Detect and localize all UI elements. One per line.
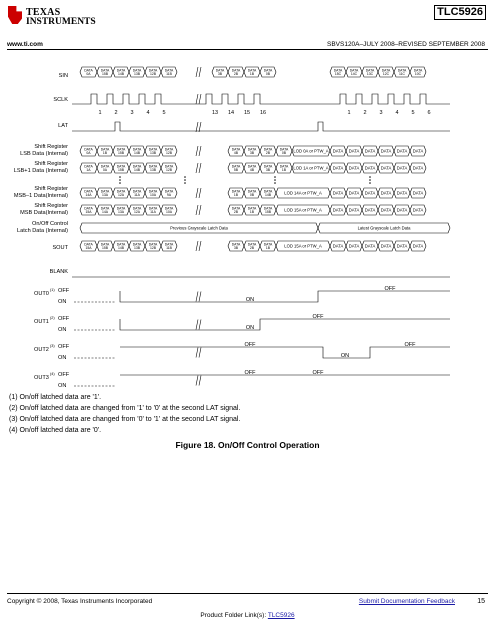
out2-seg-off2: OFF: [404, 342, 416, 348]
out1-break: [196, 320, 201, 330]
row-lsb-cell-1-label-a: DATA: [100, 147, 110, 152]
ellipsis-dot-2-1: [275, 180, 276, 181]
label-out2-on: ON: [58, 355, 67, 361]
row-msbm1-cell-0-label-b: 14A: [85, 193, 92, 198]
row-lsbp1-tail-2-label-a: DATA: [263, 164, 273, 169]
sclk-number-11: 3: [379, 110, 383, 116]
note-4: (4) On/off latched data are '0'.: [9, 427, 102, 434]
sclk-number-10: 2: [363, 110, 367, 116]
row-msb-next-0-label: DATA: [332, 207, 344, 213]
row-msbm1-break: [196, 188, 201, 198]
sout-break: [196, 241, 201, 251]
row-msb-next-2-label: DATA: [364, 207, 376, 213]
onoff-prev-label: Previous Grayscale Latch Data: [170, 225, 228, 231]
sin-cell-8-label-b: 1B: [249, 72, 255, 77]
row-lsbp1-cell-4-label-a: DATA: [148, 164, 158, 169]
ellipsis-dot-2-0: [275, 177, 276, 178]
label-out2-note: (3): [50, 344, 55, 348]
sin-cell-15-label-a: DATA: [413, 68, 423, 73]
row-lsb-tail-2-label-a: DATA: [263, 147, 273, 152]
row-lsb-cell-5-label-a: DATA: [164, 147, 174, 152]
label-sr-msbm1-2: MSB–1 Data(Internal): [13, 193, 68, 199]
row-msbm1-tail-0-label-b: 1B: [233, 193, 239, 198]
sclk-number-3: 4: [146, 110, 150, 116]
ellipsis-dot-3-0: [370, 177, 371, 178]
sin-cell-3-label-b: 13B: [133, 72, 141, 77]
label-out1-off: OFF: [58, 316, 70, 322]
row-lsb-next-5-label: DATA: [412, 148, 424, 154]
row-lsbp1-next-0-label: DATA: [332, 165, 344, 171]
ellipsis-dot-1-2: [185, 183, 186, 184]
row-lsbp1-break: [196, 163, 201, 173]
product-folder-prefix: Product Folder Link(s):: [200, 612, 268, 619]
ellipsis-dot-3-1: [370, 180, 371, 181]
sin-cell-5-label-a: DATA: [164, 68, 174, 73]
row-msbm1-next-5-label: DATA: [412, 190, 424, 196]
row-msbm1-cell-0-label-a: DATA: [84, 189, 93, 194]
row-msb-cell-2-label-b: 13A: [117, 210, 125, 215]
row-lsbp1-next-5-label: DATA: [412, 165, 424, 171]
row-msbm1-cell-5-label-b: 9A: [166, 193, 172, 198]
copyright: Copyright © 2008, Texas Instruments Incorporated: [7, 598, 153, 605]
out2-wave: [120, 347, 450, 358]
note-3: (3) On/off latched data are changed from '0' to '1' at the second LAT signal.: [9, 416, 241, 423]
row-msbm1-tail-0-label-a: DATA: [231, 189, 241, 194]
label-out2: OUT2: [34, 347, 49, 353]
row-lsb-cell-0-label-b: 0A: [86, 151, 91, 156]
sclk-number-2: 3: [130, 110, 134, 116]
sout-cell-0-label-b: 15A: [85, 246, 92, 251]
row-msbm1-cell-1-label-b: 13A: [101, 193, 109, 198]
row-msb-next-1-label: DATA: [348, 207, 360, 213]
sout-cell-4-label-b: 12B: [149, 246, 157, 251]
sclk-number-0: 1: [98, 110, 102, 116]
row-msbm1-cell-3-label-a: DATA: [132, 189, 142, 194]
logo-line2: INSTRUMENTS: [26, 17, 96, 27]
label-onoff-2: Latch Data (Internal): [17, 228, 68, 234]
sclk-number-6: 14: [227, 110, 235, 116]
out2-seg-off1: OFF: [244, 342, 256, 348]
row-lsbp1-cell-0-label-a: DATA: [84, 164, 93, 169]
row-msb-cell-4-label-a: DATA: [148, 206, 158, 211]
label-sr-lsb-1: Shift Register: [34, 144, 68, 150]
out0-break: [196, 292, 201, 302]
document-id: SBVS120A–JULY 2008–REVISED SEPTEMBER 2008: [326, 41, 485, 48]
row-msb-ld-label: LOD 15A or PTW_A: [284, 207, 322, 213]
label-sr-msb-2: MSB Data(Internal): [20, 210, 68, 216]
label-sr-msb-1: Shift Register: [34, 203, 68, 209]
row-msb-cell-1-label-b: 14A: [101, 210, 109, 215]
sin-cell-14-label-b: 11C: [399, 72, 405, 77]
row-msbm1-ld-label: LOD 14A or PTW_A: [284, 190, 322, 196]
row-msb-cell-0-label-a: DATA: [84, 206, 93, 211]
label-out0-note: (1): [50, 288, 55, 292]
ellipsis-dot-1-1: [185, 180, 186, 181]
row-msbm1-next-3-label: DATA: [380, 190, 392, 196]
row-msb-next-5-label: DATA: [412, 207, 424, 213]
label-sr-msbm1-1: Shift Register: [34, 186, 68, 192]
product-folder-links: [0, 612, 495, 619]
sin-cell-11-label-b: 14C: [350, 72, 358, 77]
row-msbm1-tail-1-label-b: 0B: [249, 193, 255, 198]
row-lsb-cell-3-label-b: 14B: [133, 151, 141, 156]
sout-cell-5-label-b: 11B: [166, 246, 172, 251]
sout-cell-3-label-b: 13B: [133, 246, 141, 251]
row-msbm1-cell-5-label-a: DATA: [164, 189, 174, 194]
onoff-latest-label: Latest Grayscale Latch Data: [357, 225, 411, 231]
sout-next-3-label: DATA: [380, 243, 392, 249]
row-lsb-tail-3-label-a: DATA: [279, 147, 289, 152]
label-out2-off: OFF: [58, 344, 70, 350]
out2-break: [196, 348, 201, 358]
note-1: (1) On/off latched data are '1'.: [9, 394, 102, 401]
note-2: (2) On/off latched data are changed from '1' to '0' at the second LAT signal.: [9, 405, 241, 412]
out3-seg-off1: OFF: [244, 370, 256, 376]
timing-diagram: [0, 58, 495, 388]
row-lsb-ld-label: LOD 0A or PTW_A: [293, 148, 329, 154]
sin-cell-1-label-b: 15B: [101, 72, 109, 77]
sclk-wave: [72, 94, 450, 104]
row-lsbp1-cell-3-label-a: DATA: [132, 164, 142, 169]
sin-cell-12-label-b: 13C: [366, 72, 374, 77]
row-msb-tail-0-label-a: DATA: [231, 206, 241, 211]
label-out0-off: OFF: [58, 288, 70, 294]
row-lsb-cell-4-label-a: DATA: [148, 147, 158, 152]
sclk-number-13: 5: [411, 110, 415, 116]
row-msb-next-3-label: DATA: [380, 207, 392, 213]
sclk-number-9: 1: [347, 110, 351, 116]
row-lsbp1-tail-3-label-b: 1B: [281, 168, 287, 173]
out3-break: [196, 376, 201, 386]
row-lsb-tail-2-label-b: 2B: [265, 151, 271, 156]
sin-cell-11-label-a: DATA: [349, 68, 359, 73]
ti-logo: [8, 6, 96, 40]
out1-seg-on: ON: [245, 325, 255, 331]
sin-cell-0-label-a: DATA: [84, 68, 93, 73]
feedback-link[interactable]: Submit Documentation Feedback: [358, 598, 455, 605]
sin-cell-2-label-a: DATA: [116, 68, 126, 73]
sin-cell-12-label-a: DATA: [365, 68, 375, 73]
ellipsis-dot-0-1: [120, 180, 121, 181]
row-lsb-tail-0-label-b: 4B: [233, 151, 239, 156]
sout-next-4-label: DATA: [396, 243, 408, 249]
sout-next-0-label: DATA: [332, 243, 344, 249]
row-lsb-break: [196, 146, 201, 156]
ellipsis-dot-0-0: [120, 177, 121, 178]
sclk-number-14: 6: [427, 110, 431, 116]
row-lsbp1-cell-5-label-a: DATA: [164, 164, 174, 169]
sout-cell-4-label-a: DATA: [148, 242, 158, 247]
sclk-number-4: 5: [162, 110, 166, 116]
label-out1-note: (2): [50, 316, 55, 320]
sin-cell-10-label-a: DATA: [333, 68, 343, 73]
row-msb-tail-0-label-b: 2B: [233, 210, 239, 215]
row-msb-cell-4-label-b: 11A: [150, 210, 156, 215]
label-sr-lsbp1-1: Shift Register: [34, 161, 68, 167]
out0-seg-on: ON: [245, 297, 255, 303]
row-lsbp1-next-2-label: DATA: [364, 165, 376, 171]
sout-tail-0-label-b: 3B: [233, 246, 239, 251]
out0-seg-off: OFF: [384, 286, 396, 292]
row-lsb-cell-4-label-b: 13B: [149, 151, 157, 156]
sout-cell-1-label-a: DATA: [100, 242, 110, 247]
out1-seg-off: OFF: [312, 314, 324, 320]
row-lsbp1-tail-0-label-b: 5B: [233, 168, 239, 173]
row-msb-cell-0-label-b: 15A: [85, 210, 92, 215]
sclk-number-8: 16: [259, 110, 267, 116]
sout-cell-0-label-a: DATA: [84, 242, 93, 247]
label-out3: OUT3: [34, 375, 49, 381]
sclk-number-12: 4: [395, 110, 399, 116]
row-lsb-next-0-label: DATA: [332, 148, 344, 154]
sin-cell-2-label-b: 14B: [117, 72, 125, 77]
ellipsis-dot-2-2: [275, 183, 276, 184]
footer-rule: [7, 593, 488, 594]
sin-cell-13-label-b: 12C: [382, 72, 390, 77]
label-sr-lsb-2: LSB Data (Internal): [20, 151, 68, 157]
sin-cell-3-label-a: DATA: [132, 68, 142, 73]
row-lsbp1-tail-3-label-a: DATA: [279, 164, 289, 169]
row-msb-tail-2-label-b: 15B: [264, 210, 272, 215]
row-msb-tail-1-label-b: 1B: [249, 210, 255, 215]
row-msbm1-cell-4-label-a: DATA: [148, 189, 158, 194]
label-out3-note: (4): [50, 372, 55, 376]
sin-break: [196, 67, 201, 77]
row-lsbp1-cell-5-label-b: 12B: [165, 168, 173, 173]
row-msbm1-next-0-label: DATA: [332, 190, 344, 196]
sout-next-1-label: DATA: [348, 243, 360, 249]
row-lsb-next-4-label: DATA: [396, 148, 408, 154]
sout-next-5-label: DATA: [412, 243, 424, 249]
row-lsbp1-next-4-label: DATA: [396, 165, 408, 171]
label-out3-off: OFF: [58, 372, 70, 378]
row-msb-next-4-label: DATA: [396, 207, 408, 213]
ellipsis-dot-3-2: [370, 183, 371, 184]
label-sr-lsbp1-2: LSB+1 Data (Internal): [13, 168, 68, 174]
sout-cell-2-label-a: DATA: [116, 242, 126, 247]
lat-wave: [72, 122, 450, 131]
row-msbm1-cell-2-label-b: 12A: [117, 193, 125, 198]
sin-cell-7-label-a: DATA: [231, 68, 241, 73]
sin-cell-6-label-a: DATA: [215, 68, 225, 73]
sin-cell-4-label-a: DATA: [148, 68, 158, 73]
notes-list: [9, 392, 240, 436]
row-msb-tail-1-label-a: DATA: [247, 206, 257, 211]
row-msbm1-cell-2-label-a: DATA: [116, 189, 126, 194]
sin-cell-4-label-b: 12B: [149, 72, 157, 77]
ti-logo-mark-icon: [8, 6, 22, 24]
logo-line1: TEXAS: [26, 7, 61, 18]
row-lsbp1-next-3-label: DATA: [380, 165, 392, 171]
row-lsb-cell-5-label-b: 12B: [165, 151, 173, 156]
row-msbm1-next-2-label: DATA: [364, 190, 376, 196]
sin-cell-9-label-a: DATA: [263, 68, 273, 73]
row-msbm1-tail-2-label-a: DATA: [263, 189, 273, 194]
sout-tail-2-label-b: 1B: [265, 246, 271, 251]
row-msbm1-cell-3-label-b: 11A: [134, 193, 140, 198]
label-out1-on: ON: [58, 327, 67, 333]
row-lsbp1-tail-1-label-a: DATA: [247, 164, 257, 169]
ellipsis-dot-0-2: [120, 183, 121, 184]
row-msb-cell-2-label-a: DATA: [116, 206, 126, 211]
sin-cell-7-label-b: 2B: [233, 72, 239, 77]
out1-wave: [120, 319, 450, 330]
lat-break: [196, 122, 201, 132]
row-lsb-next-2-label: DATA: [364, 148, 376, 154]
page-number: 15: [477, 598, 485, 605]
row-lsb-cell-0-label-a: DATA: [84, 147, 93, 152]
row-msb-cell-1-label-a: DATA: [100, 206, 110, 211]
label-blank: BLANK: [49, 269, 68, 275]
label-lat: LAT: [58, 123, 68, 129]
sout-next-2-label: DATA: [364, 243, 376, 249]
sout-tail-1-label-b: 2B: [249, 246, 255, 251]
row-msb-cell-3-label-a: DATA: [132, 206, 142, 211]
row-lsb-next-1-label: DATA: [348, 148, 360, 154]
sout-tail-0-label-a: DATA: [231, 242, 241, 247]
sin-cell-13-label-a: DATA: [381, 68, 391, 73]
row-lsbp1-cell-2-label-b: 15B: [117, 168, 125, 173]
label-sin: SIN: [58, 73, 68, 79]
row-lsbp1-next-1-label: DATA: [348, 165, 360, 171]
out3-seg-off2: OFF: [312, 370, 324, 376]
figure-caption: Figure 18. On/Off Control Operation: [175, 440, 320, 450]
label-out0-on: ON: [58, 299, 67, 305]
sclk-number-7: 15: [243, 110, 251, 116]
label-onoff-1: On/Off Control: [32, 221, 68, 227]
row-lsbp1-cell-1-label-b: 0A: [102, 168, 108, 173]
sout-cell-3-label-a: DATA: [132, 242, 142, 247]
row-lsbp1-cell-1-label-a: DATA: [100, 164, 110, 169]
row-lsb-tail-0-label-a: DATA: [231, 147, 241, 152]
sout-tail-2-label-a: DATA: [263, 242, 273, 247]
row-msb-cell-5-label-b: 10A: [165, 210, 173, 215]
row-msbm1-next-1-label: DATA: [348, 190, 360, 196]
sout-tail-1-label-a: DATA: [247, 242, 257, 247]
row-msbm1-cell-4-label-b: 10A: [149, 193, 157, 198]
sout-cell-5-label-a: DATA: [164, 242, 174, 247]
sout-cell-2-label-b: 14B: [117, 246, 125, 251]
row-lsbp1-tail-2-label-b: 3B: [265, 168, 271, 173]
row-lsbp1-cell-2-label-a: DATA: [116, 164, 126, 169]
sin-cell-8-label-a: DATA: [247, 68, 257, 73]
row-lsbp1-tail-1-label-b: 4B: [249, 168, 255, 173]
sclk-break: [196, 94, 201, 104]
row-msb-tail-2-label-a: DATA: [263, 206, 273, 211]
row-lsb-tail-3-label-b: 0B: [281, 151, 287, 156]
row-msb-cell-5-label-a: DATA: [164, 206, 174, 211]
header-rule: [7, 49, 488, 50]
row-lsb-tail-1-label-a: DATA: [247, 147, 257, 152]
sin-cell-1-label-a: DATA: [100, 68, 110, 73]
label-out0: OUT0: [34, 291, 49, 297]
label-out3-on: ON: [58, 383, 67, 388]
row-lsb-cell-2-label-b: 15B: [117, 151, 125, 156]
sclk-number-1: 2: [114, 110, 118, 116]
row-lsb-cell-2-label-a: DATA: [116, 147, 126, 152]
row-lsb-tail-1-label-b: 3B: [249, 151, 255, 156]
row-msbm1-cell-1-label-a: DATA: [100, 189, 110, 194]
sin-cell-5-label-b: 11B: [166, 72, 172, 77]
row-lsbp1-cell-4-label-b: 13B: [149, 168, 157, 173]
row-lsb-next-3-label: DATA: [380, 148, 392, 154]
part-number: TLC5926: [434, 5, 486, 20]
site-url[interactable]: www.ti.com: [7, 41, 43, 48]
sin-cell-9-label-b: 0B: [265, 72, 271, 77]
row-lsbp1-tail-0-label-a: DATA: [231, 164, 241, 169]
sin-cell-15-label-b: 10C: [414, 72, 422, 77]
sout-cell-1-label-b: 15B: [101, 246, 109, 251]
sin-cell-14-label-a: DATA: [397, 68, 407, 73]
sin-cell-0-label-b: 0A: [86, 72, 91, 77]
row-msbm1-tail-2-label-b: 14B: [264, 193, 272, 198]
row-lsb-cell-3-label-a: DATA: [132, 147, 142, 152]
label-sout: SOUT: [52, 245, 68, 251]
sin-cell-10-label-b: 15C: [334, 72, 342, 77]
label-sclk: SCLK: [53, 97, 68, 103]
row-msbm1-next-4-label: DATA: [396, 190, 408, 196]
product-folder-link[interactable]: TLC5926: [267, 612, 295, 619]
row-lsb-cell-1-label-b: 1B: [102, 151, 108, 156]
sin-cell-6-label-b: 3B: [217, 72, 223, 77]
row-lsbp1-cell-3-label-b: 14B: [133, 168, 141, 173]
row-msbm1-tail-1-label-a: DATA: [247, 189, 257, 194]
out2-seg-on: ON: [340, 353, 350, 359]
ellipsis-dot-1-0: [185, 177, 186, 178]
sclk-number-5: 13: [211, 110, 219, 116]
out0-wave: [120, 291, 450, 302]
sout-ld-label: LOD 15A or PTW_A: [284, 243, 322, 249]
row-msb-cell-3-label-b: 12A: [133, 210, 141, 215]
row-msb-break: [196, 205, 201, 215]
row-lsbp1-ld-label: LOD 1A or PTW_A: [293, 165, 329, 171]
row-lsbp1-cell-0-label-b: 1A: [86, 168, 91, 173]
label-out1: OUT1: [34, 319, 49, 325]
